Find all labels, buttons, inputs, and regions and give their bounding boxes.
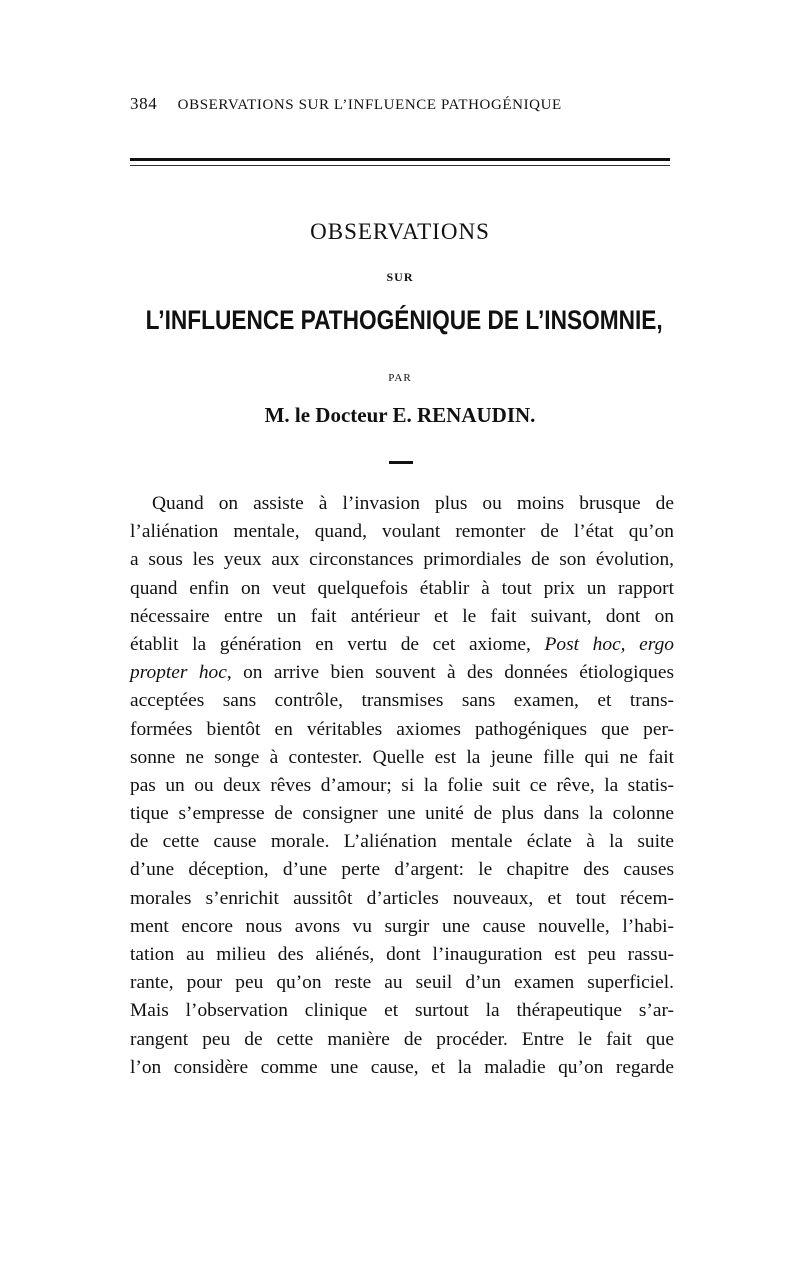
page-number: 384 — [130, 94, 158, 113]
running-head — [130, 94, 670, 114]
body-line: morales s’enrichit aussitôt d’articles nouveaux, et tout récem- — [130, 887, 674, 909]
body-line: acceptées sans contrôle, transmises sans examen, et trans- — [130, 690, 674, 712]
body-line: nécessaire entre un fait antérieur et le fait suivant, dont on — [130, 605, 674, 627]
body-line: tation au milieu des aliénés, dont l’inauguration est peu rassu- — [130, 944, 674, 965]
body-line-text: , on arrive bien souvent à des données étiologiques — [226, 662, 675, 684]
article-title: OBSERVATIONS — [310, 219, 490, 244]
body-line: pas un ou deux rêves d’amour; si la folie suit ce rêve, la statis- — [130, 774, 674, 796]
article-subtitle: L’INFLUENCE PATHOGÉNIQUE DE L’INSOMNIE, — [145, 305, 663, 335]
body-line: d’une déception, d’une perte d’argent: le chapitre des causes — [130, 859, 674, 881]
body-line: formées bientôt en véritables axiomes pathogéniques que per- — [130, 718, 674, 740]
body-line: rangent peu de cette manière de procéder. Entre le fait que — [130, 1028, 674, 1050]
body-line: Quand on assiste à l’invasion plus ou moins brusque de — [152, 493, 674, 514]
body-paragraph — [130, 490, 674, 1082]
latin-phrase-post-hoc: Post hoc, ergo — [544, 633, 675, 655]
body-line: l’aliénation mentale, quand, voulant remonter de l’état qu’on — [130, 521, 674, 543]
body-line: tique s’empresse de consigner une unité de plus dans la colonne — [130, 803, 674, 825]
body-line: a sous les yeux aux circonstances primordiales de son évolution, — [130, 549, 674, 571]
header-rule-thin — [130, 165, 670, 166]
body-line: ment encore nous avons vu surgir une cause nouvelle, l’habi- — [130, 915, 674, 937]
body-line: sonne ne songe à contester. Quelle est la jeune fille qui ne fait — [130, 746, 674, 768]
body-line-propter — [130, 659, 674, 687]
body-line: quand enfin on veut quelquefois établir à tout prix un rapport — [130, 577, 674, 599]
section-divider — [389, 461, 413, 464]
latin-phrase-propter-hoc: propter hoc — [130, 662, 227, 684]
header-rule-thick — [130, 158, 670, 161]
running-head-text: OBSERVATIONS SUR L’INFLUENCE PATHOGÉNIQUE — [177, 97, 562, 113]
body-line: l’on considère comme une cause, et la maladie qu’on regarde — [130, 1056, 674, 1078]
byline-par: PAR — [388, 372, 412, 384]
body-line-axiom — [130, 631, 674, 659]
author-name: M. le Docteur E. RENAUDIN. — [264, 403, 536, 427]
body-line: rante, pour peu qu’on reste au seuil d’un examen superficiel. — [130, 972, 674, 994]
body-line: de cette cause morale. L’aliénation mentale éclate à la suite — [130, 831, 674, 853]
body-line-text: établit la génération en vertu de cet axiome, — [130, 633, 531, 655]
body-line: Mais l’observation clinique et surtout la thérapeutique s’ar- — [130, 1000, 674, 1022]
title-connector: SUR — [386, 270, 414, 284]
